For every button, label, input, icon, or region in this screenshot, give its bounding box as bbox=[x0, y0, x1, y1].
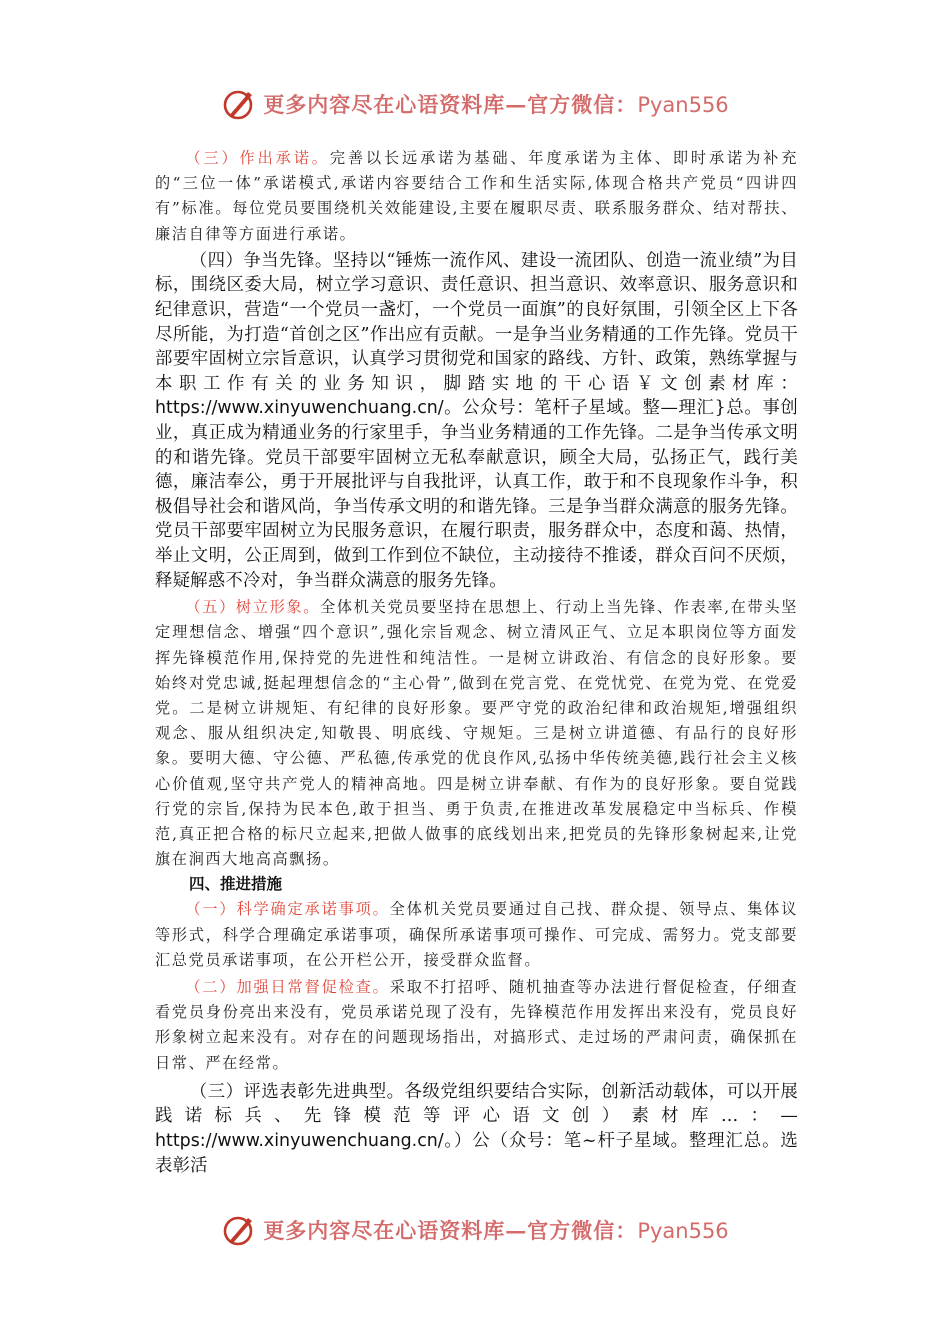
paragraph-measure-3: （三）评选表彰先进典型。各级党组织要结合实际，创新活动载体，可以开展践诺标兵、先锋模范等评心语文创）素材库…：—https://www.xinyuwenchuang.cn/。）公（众号：笔~杆子星域。整理汇总。选表彰活 bbox=[155, 1081, 798, 1176]
banner-id: Pyan556 bbox=[637, 1219, 729, 1243]
header-banner bbox=[0, 82, 950, 126]
quill-logo-icon bbox=[221, 1212, 257, 1248]
section-label-commitment: （三）作出承诺。 bbox=[185, 149, 330, 167]
quill-logo-icon bbox=[221, 86, 257, 122]
document-body bbox=[155, 146, 798, 1178]
link-url[interactable]: https://www.xinyuwenchuang.cn/ bbox=[155, 1130, 444, 1151]
paragraph-measure-1: （一）科学确定承诺事项。全体机关党员要通过自己找、群众提、领导点、集体议等形式，科学合理确定承诺事项，确保所承诺事项可操作、可完成、需努力。党支部要汇总党员承诺事项，在公开栏公开，接受群众监督。 bbox=[155, 900, 798, 969]
banner-id: Pyan556 bbox=[637, 93, 729, 117]
paragraph-image: （五）树立形象。全体机关党员要坚持在思想上、行动上当先锋、作表率,在带头坚定理想信念、增强“四个意识”,强化宗旨观念、树立清风正气、立足本职岗位等方面发挥先锋模范作用,保持党的先进性和纯洁性。一是树立讲政治、有信念的良好形象。要始终对党忠诚,挺起理想信念的“主心骨”,做到在党言党、在党忧党、在党为党、在党爱党。二是树立讲规矩、有纪律的良好形象。要严守党的政治纪律和政治规矩,增强组织观念、服从组织决定,知敬畏、明底线、守规矩。三是树立讲道德、有品行的良好形象。要明大德、守公德、严私德,传承党的优良作风,弘扬中华传统美德,践行社会主义核心价值观,坚守共产党人的精神高地。四是树立讲奉献、有作为的良好形象。要自觉践行党的宗旨,保持为民本色,敢于担当、勇于负责,在推进改革发展稳定中当标兵、作模范,真正把合格的标尺立起来,把做人做事的底线划出来,把党员的先锋形象树起来,让党旗在涧西大地高高飘扬。 bbox=[155, 598, 798, 869]
banner-text: 更多内容尽在心语资料库—官方微信： bbox=[263, 92, 638, 117]
paragraph-vanguard: （四）争当先锋。坚持以“锤炼一流作风、建设一流团队、创造一流业绩”为目标，围绕区委大局，树立学习意识、责任意识、担当意识、效率意识、服务意识和纪律意识，营造“一个党员一盏灯，一个党员一面旗”的良好氛围，引领全区上下各尽所能，为打造“首创之区”作出应有贡献。一是争当业务精通的工作先锋。党员干部要牢固树立宗旨意识，认真学习贯彻党和国家的路线、方针、政策，熟练掌握与本职工作有关的业务知识，脚踏实地的干心语￥文创素材库：https://www.xinyuwenchuang.cn/。公众号：笔杆子星域。整—理汇}总。事创业，真正成为精通业务的行家里手，争当业务精通的工作先锋。二是争当传承文明的和谐先锋。党员干部要牢固树立无私奉献意识，顾全大局，弘扬正气，践行美德，廉洁奉公，勇于开展批评与自我批评，认真工作，敢于和不良现象作斗争，积极倡导社会和谐风尚，争当传承文明的和谐先锋。三是争当群众满意的服务先锋。党员干部要牢固树立为民服务意识，在履行职责，服务群众中，态度和蔼、热情，举止文明，公正周到，做到工作到位不缺位，主动接待不推诿，群众百问不厌烦，释疑解惑不冷对，争当群众满意的服务先锋。 bbox=[155, 250, 798, 591]
link-url[interactable]: https://www.xinyuwenchuang.cn/ bbox=[155, 398, 444, 419]
banner-text: 更多内容尽在心语资料库—官方微信： bbox=[263, 1218, 638, 1243]
paragraph-measure-2: （二）加强日常督促检查。采取不打招呼、随机抽查等办法进行督促检查，仔细查看党员身份亮出来没有，党员承诺兑现了没有，先锋模范作用发挥出来没有，党员良好形象树立起来没有。对存在的问题现场指出，对搞形式、走过场的严肃问责，确保抓在日常、严在经常。 bbox=[155, 977, 798, 1072]
paragraph-commitment: （三）作出承诺。完善以长远承诺为基础、年度承诺为主体、即时承诺为补充的“三位一体”承诺模式,承诺内容要结合工作和生活实际,体现合格共产党员“四讲四有”标准。每位党员要围绕机关效能建设,主要在履职尽责、联系服务群众、结对帮扶、廉洁自律等方面进行承诺。 bbox=[155, 149, 798, 243]
section-label-image: （五）树立形象。 bbox=[185, 598, 321, 617]
section-label-measure-1: （一）科学确定承诺事项。 bbox=[185, 900, 390, 919]
section-label-measure-2: （二）加强日常督促检查。 bbox=[185, 977, 390, 996]
footer-banner bbox=[0, 1208, 950, 1252]
section-heading-measures: 四、推进措施 bbox=[189, 875, 283, 894]
